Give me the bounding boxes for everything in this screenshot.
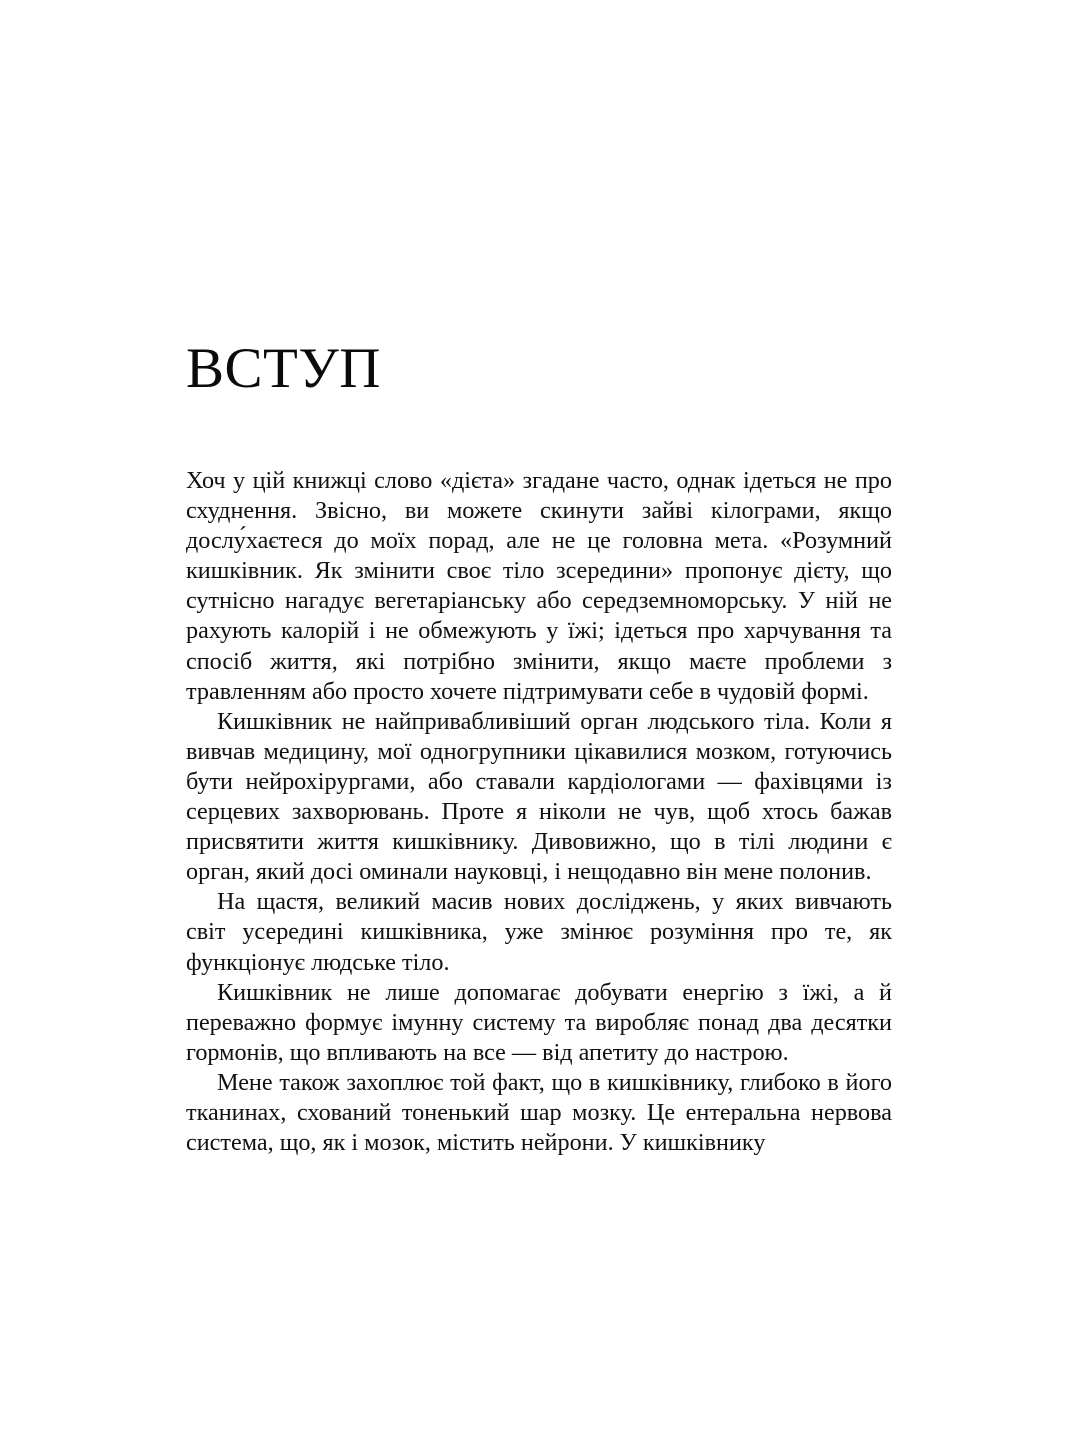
paragraph: Кишківник не найпривабливіший орган людського тіла. Коли я вивчав медицину, мої одногрупники цікавилися мозком, готуючись бути нейрохірургами, або ставали кардіологами — фахівцями із серцевих захворювань. Проте я ніколи не чув, щоб хтось бажав присвятити життя кишківнику. Дивовижно, що в тілі людини є орган, який досі оминали науковці, і нещодавно він мене полонив.	[186, 707, 892, 886]
page-title: ВСТУП	[186, 337, 381, 401]
paragraph: Хоч у цій книжці слово «дієта» згадане часто, однак ідеться не про схуднення. Звісно, ви можете скинути зайві кілограми, якщо дослу́хаєтеся до моїх порад, але не це головна мета. «Розумний кишківник. Як змінити своє тіло зсередини» пропонує дієту, що сутнісно нагадує вегетаріанську або середземноморську. У ній не рахують калорій і не обмежують у їжі; ідеться про харчування та спосіб життя, які потрібно змінити, якщо маєте проблеми з травленням або просто хочете підтримувати себе в чудовій формі.	[186, 467, 892, 705]
paragraph: Кишківник не лише допомагає добувати енергію з їжі, а й переважно формує імунну систему та виробляє понад два десятки гормонів, що впливають на все — від апетиту до настрою.	[186, 978, 892, 1066]
paragraph: Мене також захоплює той факт, що в кишківнику, глибоко в його тканинах, схований тоненький шар мозку. Це ентеральна нервова система, що, як і мозок, містить нейрони. У кишківнику	[186, 1068, 892, 1157]
body-text-block	[186, 466, 892, 1158]
paragraph: На щастя, великий масив нових досліджень, у яких вивчають світ усередині кишківника, уже змінює розуміння про те, як функціонує людське тіло.	[186, 888, 892, 976]
